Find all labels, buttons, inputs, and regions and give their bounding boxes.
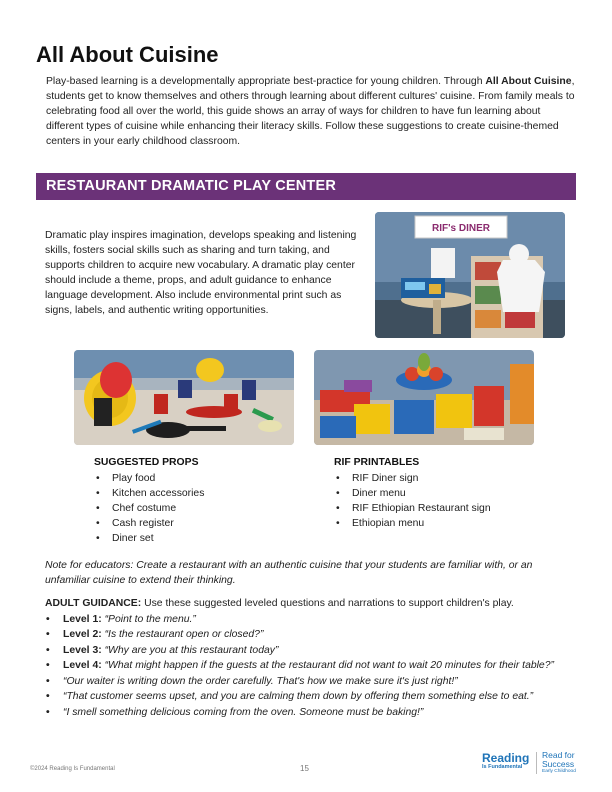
printables-heading: RIF PRINTABLES <box>334 457 420 468</box>
footer-copyright: ©2024 Reading Is Fundamental <box>30 766 115 772</box>
reading-is-fundamental-logo: Reading Is Fundamental <box>482 751 530 770</box>
props-list <box>94 471 314 546</box>
rif-printables-section <box>334 455 564 531</box>
adult-guidance-section <box>45 596 575 720</box>
guidance-level: • Level 4: “What might happen if the guests at the restaurant did not want to wait 20 minutes for their table?” <box>45 658 575 674</box>
diner-photo <box>375 212 565 338</box>
page-number: 15 <box>300 764 309 773</box>
guidance-label: ADULT GUIDANCE: <box>45 598 142 609</box>
guidance-level: • Level 1: “Point to the menu.” <box>45 612 575 628</box>
printable-link[interactable]: • RIF Diner sign <box>334 471 564 486</box>
guidance-narration: • “That customer seems upset, and you are calming them down by offering them something else to eat.” <box>45 689 575 705</box>
suggested-props-section <box>94 455 314 546</box>
list-item: • Chef costume <box>94 501 314 516</box>
list-item: • Cash register <box>94 516 314 531</box>
play-food-photo <box>314 350 534 445</box>
printable-link[interactable]: • RIF Ethiopian Restaurant sign <box>334 501 564 516</box>
printable-link[interactable]: • Ethiopian menu <box>334 516 564 531</box>
printable-link[interactable]: • Diner menu <box>334 486 564 501</box>
logo-divider <box>536 752 537 774</box>
printables-list <box>334 471 564 531</box>
read-for-success-logo: Read for Success Early Childhood <box>542 750 576 774</box>
props-heading: SUGGESTED PROPS <box>94 457 199 468</box>
dishes-photo <box>74 350 294 445</box>
list-item: • Kitchen accessories <box>94 486 314 501</box>
page-title: All About Cuisine <box>36 42 219 67</box>
intro-paragraph: Play-based learning is a developmentally appropriate best-practice for young children. Through All About Cuisine, students get to know themselves and others through learning about different cultures' cuisine. From family meals to celebrating food all over the world, this guide shows an array of ways for children to have fun learning about different types of cuisine while enhancing their literacy skills. Follow these suggestions to create cuisine-themed centers in your early childhood classroom. <box>46 76 575 147</box>
banner-title: RESTAURANT DRAMATIC PLAY CENTER <box>46 178 337 194</box>
section-banner <box>36 173 576 200</box>
guidance-intro: ADULT GUIDANCE: Use these suggested leveled questions and narrations to support children's play. <box>45 598 514 609</box>
diner-sign-text: RIF's DINER <box>432 223 490 234</box>
guidance-level: • Level 2: “Is the restaurant open or closed?” <box>45 627 575 643</box>
list-item: • Play food <box>94 471 314 486</box>
dramatic-play-paragraph: Dramatic play inspires imagination, develops speaking and listening skills, fosters social skills such as sharing and turn taking, and supports children to acquire new vocabulary. A dramatic play center should include a theme, props, and adult guidance to enhance language development. Also include environmental print such as signs, labels, and authentic writing opportunities. <box>45 230 357 316</box>
guidance-narration: • “Our waiter is writing down the order carefully. That's how we make sure it's just right!” <box>45 674 575 690</box>
educator-note: Note for educators: Create a restaurant with an authentic cuisine that your students are familiar with, or an unfamiliar cuisine to extend their thinking. <box>45 560 533 586</box>
guidance-list <box>45 612 575 721</box>
guidance-narration: • “I smell something delicious coming from the oven. Someone must be baking!” <box>45 705 575 721</box>
intro-bold-title: All About Cuisine <box>485 76 572 87</box>
list-item: • Diner set <box>94 531 314 546</box>
guidance-level: • Level 3: “Why are you at this restaurant today” <box>45 643 575 659</box>
